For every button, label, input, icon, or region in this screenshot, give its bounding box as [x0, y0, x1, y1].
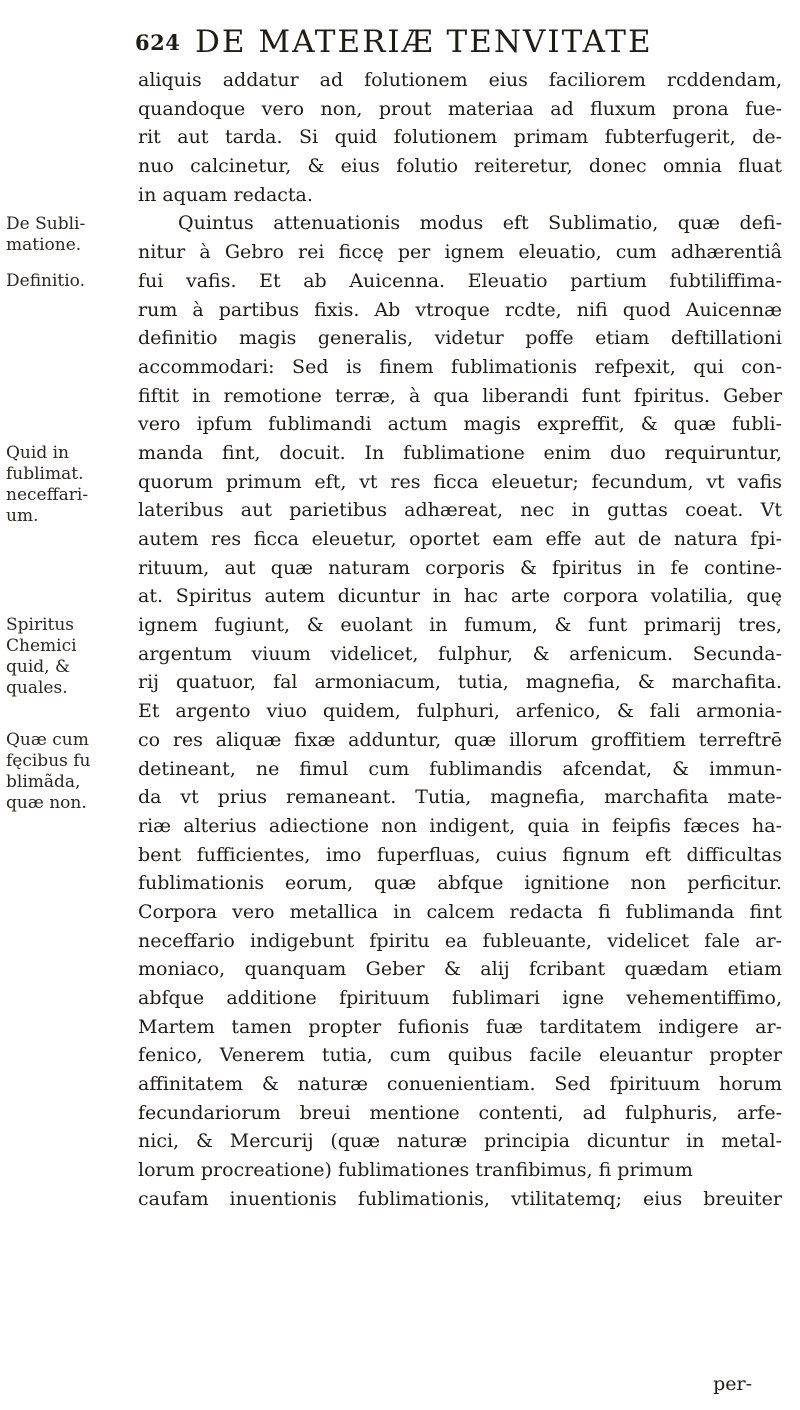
text-line: vero ipfum fublimandi actum magis expreffit, & quæ fubli- [138, 413, 782, 436]
text-line: co res aliquæ fixæ adduntur, quæ illorum groffitiem terreftrē [138, 728, 782, 751]
text-line: Quintus attenuationis modus eft Sublimatio, quæ defi- [178, 212, 782, 235]
text-line: abfque additione fpirituum fublimari igne vehementiffimo, [138, 987, 782, 1009]
text-line: quandoque vero non, prout materiaa ad fluxum prona fue- [138, 97, 782, 120]
margin-note-line: Chemici [6, 636, 77, 657]
margin-note-line: blimãda, [6, 772, 81, 793]
margin-note-line: Quid in [6, 443, 69, 464]
catchword: per- [713, 1373, 752, 1395]
text-line: neceffario indigebunt fpiritu ea fubleuante, videlicet fale ar- [138, 929, 782, 952]
page-number: 624 [135, 30, 181, 55]
margin-note [6, 443, 131, 527]
text-line: moniaco, quanquam Geber & alij fcribant quædam etiam [138, 958, 782, 981]
text-line: manda fint, docuit. In fublimatione enim duo requiruntur, [138, 441, 782, 464]
text-line: Et argento viuo quidem, fulphuri, arfenico, & fali armonia- [138, 700, 782, 723]
text-line: in aquam redacta. [138, 183, 313, 206]
text-line: rum à partibus fixis. Ab vtroque rcdte, nifi quod Auicennæ [138, 298, 782, 321]
margin-note [6, 615, 131, 699]
margin-note-line: um. [6, 506, 39, 527]
text-line: accommodari: Sed is finem fublimationis refpexit, qui con- [138, 355, 782, 378]
text-line: caufam inuentionis fublimationis, vtilitatemq; eius breuiter [138, 1187, 782, 1210]
margin-note [6, 214, 131, 256]
text-line: nitur à Gebro rei ficcę per ignem eleuatio, cum adhærentiâ [138, 241, 782, 264]
text-line: autem res ficca eleuetur, oportet eam effe aut de natura fpi- [138, 528, 782, 550]
text-line: rituum, aut quæ naturam corporis & fpiritus in fe contine- [138, 556, 782, 579]
text-line: at. Spiritus autem dicuntur in hac arte corpora volatilia, quę [138, 585, 782, 608]
page-header [135, 20, 775, 60]
text-line: fui vafis. Et ab Auicenna. Eleuatio partium fubtiliffima- [138, 269, 782, 292]
running-title: DE MATERIÆ TENVITATE [195, 24, 653, 60]
margin-note-line: fublimat. [6, 464, 84, 485]
text-line: lateribus aut parietibus adhæreat, nec in guttas coeat. Vt [138, 499, 782, 522]
margin-note-line: Spiritus [6, 615, 75, 636]
margin-note-line: De Subli- [6, 213, 86, 234]
text-line: fecundariorum breui mentione contenti, ad fulphuris, arfe- [138, 1101, 782, 1124]
text-line: affinitatem & naturæ conuenientiam. Sed fpirituum horum [138, 1073, 782, 1096]
margin-note [6, 271, 131, 292]
text-line: da vt prius remaneant. Tutia, magnefia, marchafita mate- [138, 786, 782, 809]
margin-note-line: quæ non. [6, 793, 87, 814]
margin-note-line: quid, & [6, 657, 71, 678]
margin-note-line: Definitio. [6, 270, 86, 291]
text-line: aliquis addatur ad folutionem eius faciliorem rcddendam, [138, 69, 782, 91]
text-line: nuo calcinetur, & eius folutio reiteretur, donec omnia fluat [138, 155, 782, 178]
text-line: lorum procreatione) fublimationes tranfibimus, fi primum [138, 1159, 693, 1182]
text-line: argentum viuum videlicet, fulphur, & arfenicum. Secunda- [138, 642, 782, 665]
margin-note-line: quales. [6, 678, 68, 699]
text-line: rij quatuor, fal armoniacum, tutia, magnefia, & marchafita. [138, 671, 782, 694]
margin-note-line: fęcibus fu [6, 751, 91, 772]
text-line: bent fufficientes, imo fuperfluas, cuius fignum eft difficultas [138, 843, 782, 866]
margin-note [6, 730, 131, 814]
text-line: Martem tamen propter fufionis fuæ tarditatem indigere ar- [138, 1015, 782, 1038]
text-line: riæ alterius adiectione non indigent, quia in feipfis fæces ha- [138, 814, 782, 837]
text-line: fublimationis eorum, quæ abfque ignitione non perficitur. [138, 872, 782, 895]
text-line: Corpora vero metallica in calcem redacta fi fublimanda fint [138, 900, 782, 923]
margin-note-line: Quæ cum [6, 730, 89, 751]
text-line: fenico, Venerem tutia, cum quibus facile eleuantur propter [138, 1044, 782, 1067]
text-line: fiftit in remotione terræ, à qua liberandi funt fpiritus. Geber [138, 384, 782, 407]
text-line: quorum primum eft, vt res ficca eleuetur; fecundum, vt vafis [138, 470, 782, 493]
body-text [138, 66, 782, 1214]
margin-note-line: matione. [6, 234, 82, 255]
text-line: detineant, ne fimul cum fublimandis afcendat, & immun- [138, 757, 782, 780]
text-line: definitio magis generalis, videtur poffe etiam deftillationi [138, 327, 782, 350]
text-line: nici, & Mercurij (quæ naturæ principia dicuntur in metal- [138, 1130, 782, 1153]
text-line: rit aut tarda. Si quid folutionem primam fubterfugerit, de- [138, 126, 782, 149]
margin-note-line: neceffari- [6, 485, 89, 506]
text-line: ignem fugiunt, & euolant in fumum, & funt primarij tres, [138, 614, 782, 637]
